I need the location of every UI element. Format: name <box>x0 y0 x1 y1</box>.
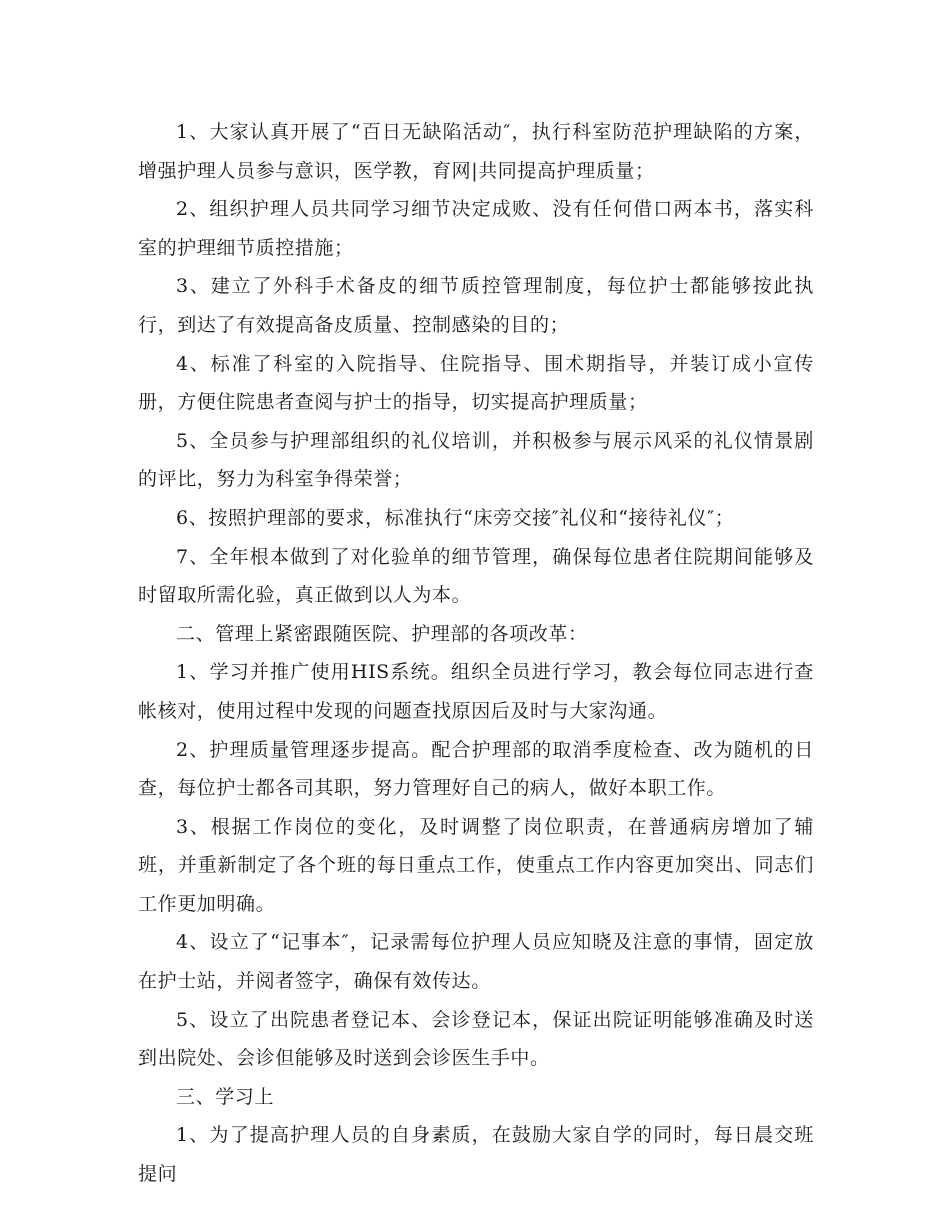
paragraph-3: 3、建立了外科手术备皮的细节质控管理制度，每位护士都能够按此执行，到达了有效提高备皮质量、控制感染的目的； <box>138 275 814 336</box>
paragraph-15: 1、为了提高护理人员的自身素质，在鼓励大家自学的同时，每日晨交班提问 <box>138 1124 814 1186</box>
section-heading-management: 二、管理上紧密跟随医院、护理部的各项改革： <box>176 622 588 645</box>
paragraph-7: 7、全年根本做到了对化验单的细节管理，确保每位患者住院期间能够及时留取所需化验，真正做到以人为本。 <box>138 545 814 607</box>
paragraph-12: 4、设立了“记事本″，记录需每位护理人员应知晓及注意的事情，固定放在护士站，并阅者签字，确保有效传达。 <box>138 931 814 993</box>
paragraph-11: 3、根据工作岗位的变化，及时调整了岗位职责，在普通病房增加了辅班，并重新制定了各个班的每日重点工作，使重点工作内容更加突出、同志们工作更加明确。 <box>138 815 814 915</box>
document-body <box>138 113 814 1194</box>
paragraph-1: 1、大家认真开展了“百日无缺陷活动″，执行科室防范护理缺陷的方案，增强护理人员参与意识，医学教，育网|共同提高护理质量； <box>138 121 814 182</box>
section-heading-learning: 三、学习上 <box>176 1085 275 1108</box>
paragraph-5: 5、全员参与护理部组织的礼仪培训，并积极参与展示风采的礼仪情景剧的评比，努力为科室争得荣誉； <box>138 429 814 491</box>
paragraph-10: 2、护理质量管理逐步提高。配合护理部的取消季度检查、改为随机的日查，每位护士都各司其职，努力管理好自己的病人，做好本职工作。 <box>138 738 814 800</box>
paragraph-13: 5、设立了出院患者登记本、会诊登记本，保证出院证明能够准确及时送到出院处、会诊但能够及时送到会诊医生手中。 <box>138 1008 814 1070</box>
paragraph-4: 4、标准了科室的入院指导、住院指导、围术期指导，并装订成小宣传册，方便住院患者查阅与护士的指导，切实提高护理质量； <box>138 352 814 414</box>
paragraph-9: 1、学习并推广使用HIS系统。组织全员进行学习，教会每位同志进行查帐核对，使用过程中发现的问题查找原因后及时与大家沟通。 <box>138 661 814 722</box>
paragraph-6: 6、按照护理部的要求，标准执行“床旁交接″礼仪和“接待礼仪″； <box>176 506 735 529</box>
paragraph-2: 2、组织护理人员共同学习细节决定成败、没有任何借口两本书，落实科室的护理细节质控措施； <box>138 198 814 259</box>
